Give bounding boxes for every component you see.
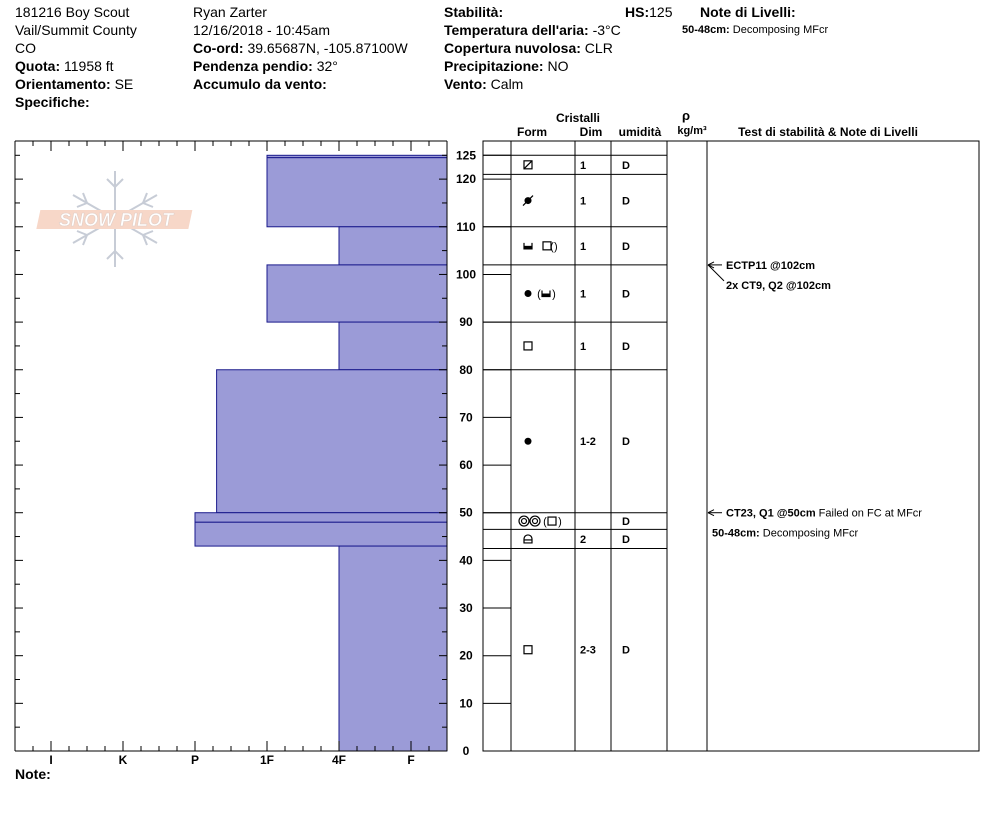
boxed-slash-icon bbox=[524, 161, 532, 169]
dot-with-paren-cup-icon bbox=[525, 289, 556, 301]
datetime: 12/16/2018 - 10:45am bbox=[193, 22, 330, 38]
depth-label-80: 80 bbox=[459, 362, 473, 377]
air-temperature: Temperatura dell'aria: -3°C bbox=[444, 22, 621, 38]
svg-text:): ) bbox=[554, 240, 558, 253]
depth-label-120: 120 bbox=[455, 172, 477, 187]
county: Vail/Summit County bbox=[15, 22, 137, 38]
crystal-moisture-7: D bbox=[622, 533, 630, 546]
hardness-layer-6 bbox=[195, 513, 447, 523]
melt-crust-paren-box-icon bbox=[519, 516, 562, 528]
svg-text:(: ( bbox=[550, 240, 554, 253]
hardness-label-1F: 1F bbox=[259, 753, 275, 767]
hardness-layer-1 bbox=[267, 158, 447, 227]
hardness-layer-8 bbox=[339, 546, 447, 751]
layer-notes-title: Note di Livelli: bbox=[700, 4, 796, 20]
size-header: Dim bbox=[579, 125, 603, 139]
wind: Vento: Calm bbox=[444, 76, 524, 92]
decomposing-dot-icon bbox=[523, 196, 533, 206]
sky-cover: Copertura nuvolosa: CLR bbox=[444, 40, 613, 56]
crystal-size-2: 1 bbox=[580, 240, 587, 253]
square-icon bbox=[524, 342, 532, 350]
hardness-layer-2 bbox=[339, 227, 447, 265]
svg-text:(: ( bbox=[537, 288, 541, 301]
density-unit: kg/m³ bbox=[677, 125, 707, 137]
depth-label-70: 70 bbox=[459, 410, 473, 425]
crystal-size-7: 2 bbox=[580, 533, 587, 546]
depth-label-60: 60 bbox=[459, 458, 473, 473]
hardness-label-P: P bbox=[190, 753, 200, 767]
wind-loading: Accumulo da vento: bbox=[193, 76, 327, 92]
density-symbol: ρ bbox=[681, 108, 691, 123]
observer: Ryan Zarter bbox=[193, 4, 267, 20]
stability-notes-header: Test di stabilità & Note di Livelli bbox=[738, 125, 918, 139]
specifics: Specifiche: bbox=[15, 94, 90, 110]
hardness-labels bbox=[49, 753, 414, 767]
hardness-layers bbox=[195, 155, 447, 751]
precipitation: Precipitazione: NO bbox=[444, 58, 569, 74]
depth-label-10: 10 bbox=[459, 696, 473, 711]
stability-test-0: ECTP11 @102cm bbox=[726, 259, 815, 272]
depth-label-20: 20 bbox=[459, 648, 473, 663]
stability: Stabilità: bbox=[444, 4, 504, 20]
crystal-table-frame bbox=[483, 141, 979, 751]
dome-icon bbox=[524, 535, 532, 543]
stability-test-1: 2x CT9, Q2 @102cm bbox=[726, 279, 831, 292]
crystal-moisture-6: D bbox=[622, 516, 630, 529]
stability-annotations bbox=[708, 260, 922, 540]
square-icon bbox=[524, 646, 532, 654]
depth-labels bbox=[456, 148, 476, 758]
moisture-header: umidità bbox=[618, 125, 662, 139]
dot-icon bbox=[525, 438, 532, 445]
hardness-layer-4 bbox=[339, 322, 447, 370]
layer-note-annotation: 50-48cm: Decomposing MFcr bbox=[712, 527, 859, 540]
coordinates: Co-ord: 39.65687N, -105.87100W bbox=[193, 40, 408, 56]
hardness-label-4F: 4F bbox=[331, 753, 347, 767]
crystal-moisture-1: D bbox=[622, 195, 630, 208]
svg-text:): ) bbox=[558, 516, 562, 529]
depth-label-100: 100 bbox=[455, 267, 477, 282]
crystal-table-headers bbox=[517, 108, 918, 139]
footer-note: Note: bbox=[15, 766, 51, 782]
aspect: Orientamento: SE bbox=[15, 76, 134, 92]
hardness-label-K: K bbox=[118, 753, 128, 767]
depth-label-110: 110 bbox=[456, 219, 476, 234]
depth-label-50: 50 bbox=[459, 505, 473, 520]
hardness-label-F: F bbox=[407, 753, 415, 767]
snow-height: HS:125 bbox=[625, 4, 673, 20]
svg-text:): ) bbox=[552, 288, 556, 301]
elevation: Quota: 11958 ft bbox=[15, 58, 114, 74]
crystal-moisture-5: D bbox=[622, 436, 630, 449]
stability-arrow-diag-1 bbox=[708, 265, 724, 281]
crystals-header: Cristalli bbox=[555, 111, 601, 125]
crystal-size-1: 1 bbox=[580, 195, 587, 208]
site-name: 181216 Boy Scout bbox=[15, 4, 130, 20]
crystal-size-0: 1 bbox=[580, 159, 587, 172]
depth-label-0: 0 bbox=[462, 744, 470, 758]
crystal-size-5: 1-2 bbox=[580, 436, 596, 449]
crystal-size-8: 2-3 bbox=[580, 644, 596, 657]
hardness-layer-3 bbox=[267, 265, 447, 322]
svg-text:(: ( bbox=[543, 516, 547, 529]
crystal-moisture-3: D bbox=[622, 288, 630, 301]
crystal-moisture-4: D bbox=[622, 340, 630, 353]
hardness-label-I: I bbox=[49, 753, 53, 767]
state: CO bbox=[15, 40, 36, 56]
form-header: Form bbox=[517, 125, 547, 139]
stability-test-2: CT23, Q1 @50cm Failed on FC at MFcr bbox=[726, 507, 922, 520]
hardness-layer-7 bbox=[195, 522, 447, 546]
depth-label-40: 40 bbox=[459, 553, 473, 568]
depth-label-30: 30 bbox=[459, 601, 473, 616]
slope: Pendenza pendio: 32° bbox=[193, 58, 338, 74]
cup-with-paren-box-icon bbox=[524, 241, 558, 253]
layer-notes-entry: 50-48cm: Decomposing MFcr bbox=[682, 24, 829, 36]
crystal-size-3: 1 bbox=[580, 288, 587, 301]
crystal-moisture-0: D bbox=[622, 159, 630, 172]
hardness-layer-5 bbox=[217, 370, 447, 513]
depth-label-125: 125 bbox=[455, 148, 477, 163]
snowpilot-logo-text: SNOW PILOT bbox=[59, 210, 173, 230]
depth-label-90: 90 bbox=[459, 315, 473, 330]
crystal-size-4: 1 bbox=[580, 340, 587, 353]
crystal-moisture-2: D bbox=[622, 240, 630, 253]
snowpilot-logo bbox=[36, 171, 192, 267]
crystal-moisture-8: D bbox=[622, 644, 630, 657]
